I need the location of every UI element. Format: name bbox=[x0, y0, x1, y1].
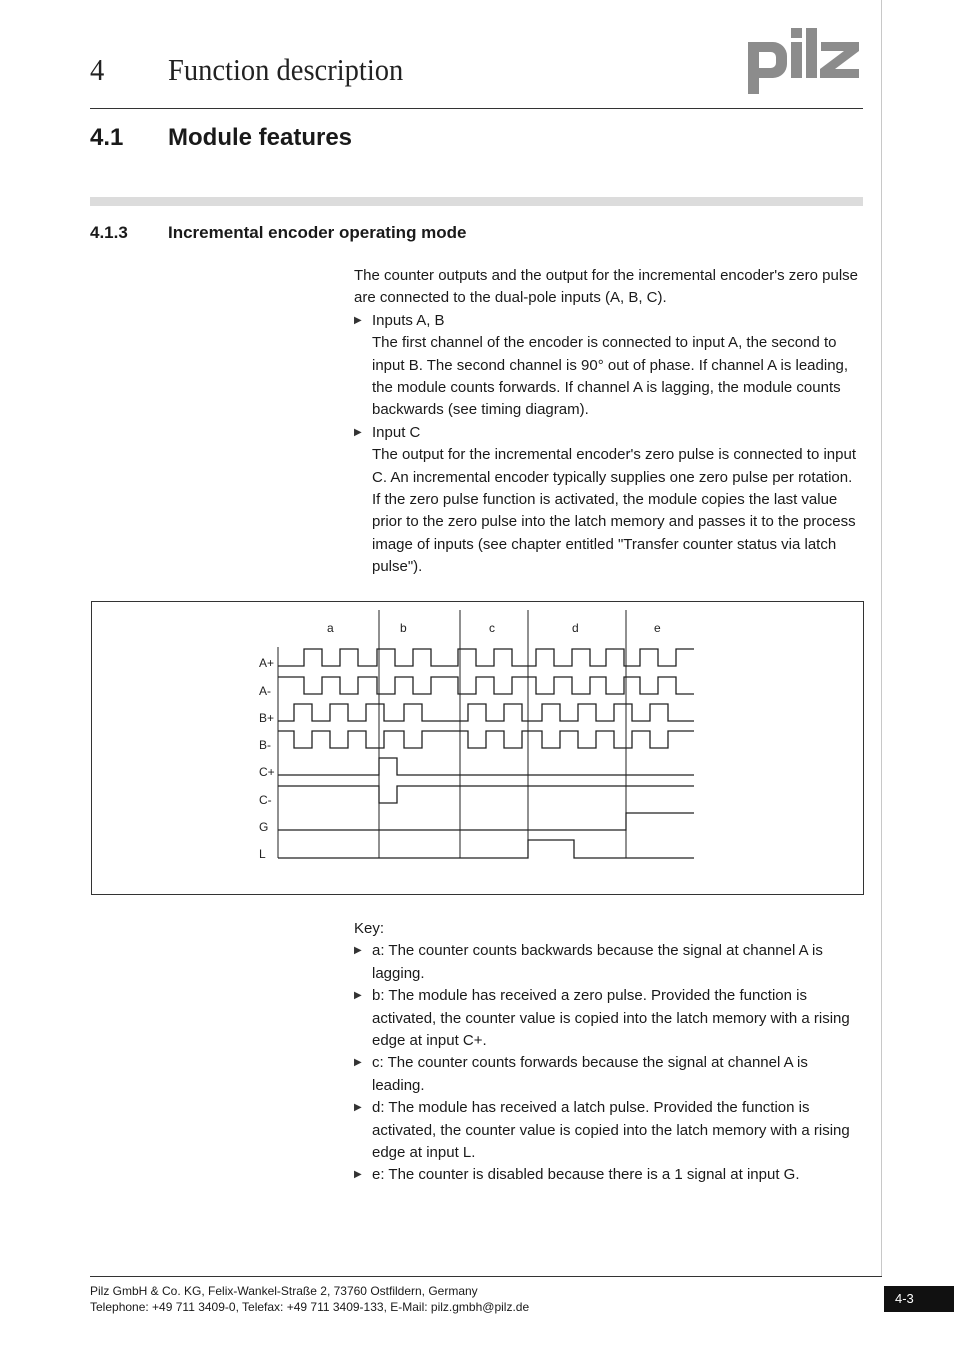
input-title: Input C bbox=[372, 423, 421, 441]
page-number: 4-3 bbox=[884, 1286, 954, 1312]
footer-rule bbox=[90, 1276, 882, 1277]
bullet-arrow-icon: ▶ bbox=[354, 314, 362, 326]
signal-label: C+ bbox=[259, 765, 275, 779]
key-item: d: The module has received a latch pulse. Provided the function is activated, the counter value is copied into the latch memory with a rising edge at input L. bbox=[372, 1099, 850, 1162]
footer bbox=[90, 1283, 529, 1315]
list-item bbox=[354, 1164, 864, 1186]
list-item bbox=[354, 985, 864, 1052]
bullet-arrow-icon: ▶ bbox=[354, 990, 362, 1002]
signal-l-trace bbox=[278, 840, 694, 858]
bullet-arrow-icon: ▶ bbox=[354, 945, 362, 957]
key-item: e: The counter is disabled because there is a 1 signal at input G. bbox=[372, 1166, 800, 1184]
list-item bbox=[354, 1097, 864, 1164]
input-description: The output for the incremental encoder's zero pulse is connected to input C. An incremental encoder typically supplies one zero pulse per rotation. If the zero pulse function is activated, the module copies the last value prior to the zero pulse into the latch memory and passes it to the process image of inputs (see chapter entitled "Transfer counter status via latch pulse"). bbox=[372, 446, 856, 576]
intro-paragraph: The counter outputs and the output for the incremental encoder's zero pulse are connected to the dual-pole inputs (A, B, C). bbox=[354, 267, 859, 307]
signal-label: A- bbox=[259, 684, 271, 698]
signal-g-trace bbox=[278, 813, 694, 830]
list-item bbox=[354, 1052, 864, 1097]
signal-b-plus-trace bbox=[278, 704, 694, 721]
input-title: Inputs A, B bbox=[372, 311, 445, 329]
phase-label: c bbox=[489, 621, 495, 635]
key-item: a: The counter counts backwards because the signal at channel A is lagging. bbox=[372, 942, 823, 982]
signal-a-plus-trace bbox=[278, 649, 694, 666]
section-number: 4.1 bbox=[90, 124, 124, 151]
input-description: The first channel of the encoder is connected to input A, the second to input B. The second channel is 90° out of phase. If channel A is leading, the module counts forwards. If channel A is lagging, the module counts backwards (see timing diagram). bbox=[372, 334, 849, 419]
header-rule bbox=[90, 108, 863, 109]
signal-label: L bbox=[259, 847, 266, 861]
key-item: b: The module has received a zero pulse. Provided the function is activated, the counter value is copied into the latch memory with a rising edge at input C+. bbox=[372, 987, 850, 1050]
bullet-arrow-icon: ▶ bbox=[354, 1102, 362, 1114]
signal-label: A+ bbox=[259, 656, 275, 670]
section-divider-bar bbox=[90, 197, 863, 206]
signal-label: B+ bbox=[259, 711, 275, 725]
bullet-arrow-icon: ▶ bbox=[354, 1169, 362, 1181]
chapter-number: 4 bbox=[90, 52, 105, 87]
signal-b-minus-trace bbox=[278, 731, 694, 748]
footer-contact: Telephone: +49 711 3409-0, Telefax: +49 711 3409-133, E-Mail: pilz.gmbh@pilz.de bbox=[90, 1300, 530, 1314]
signal-c-minus-trace bbox=[278, 786, 694, 803]
timing-diagram-svg bbox=[92, 602, 863, 894]
signal-label: B- bbox=[259, 738, 271, 752]
pilz-logo bbox=[745, 26, 865, 96]
signal-a-minus-trace bbox=[278, 677, 694, 694]
bullet-arrow-icon: ▶ bbox=[354, 426, 362, 438]
phase-label: e bbox=[654, 621, 661, 635]
margin-rule bbox=[881, 0, 882, 1276]
key-item: c: The counter counts forwards because the signal at channel A is leading. bbox=[372, 1054, 808, 1094]
footer-address: Pilz GmbH & Co. KG, Felix-Wankel-Straße 2, 73760 Ostfildern, Germany bbox=[90, 1284, 478, 1298]
chapter-title: Function description bbox=[168, 52, 404, 87]
bullet-arrow-icon: ▶ bbox=[354, 1057, 362, 1069]
subsection-title: Incremental encoder operating mode bbox=[168, 223, 467, 242]
key-title: Key: bbox=[354, 920, 385, 937]
list-item bbox=[354, 310, 864, 422]
signal-label: G bbox=[259, 820, 269, 834]
list-item bbox=[354, 940, 864, 985]
signal-label: C- bbox=[259, 793, 272, 807]
phase-label: b bbox=[400, 621, 407, 635]
phase-label: d bbox=[572, 621, 579, 635]
signal-c-plus-trace bbox=[278, 758, 694, 775]
section-title: Module features bbox=[168, 124, 353, 151]
subsection-number: 4.1.3 bbox=[90, 223, 128, 242]
intro-block bbox=[354, 265, 864, 579]
phase-label: a bbox=[327, 621, 334, 635]
list-item bbox=[354, 422, 864, 579]
timing-diagram bbox=[91, 601, 864, 895]
key-block bbox=[354, 918, 864, 1187]
